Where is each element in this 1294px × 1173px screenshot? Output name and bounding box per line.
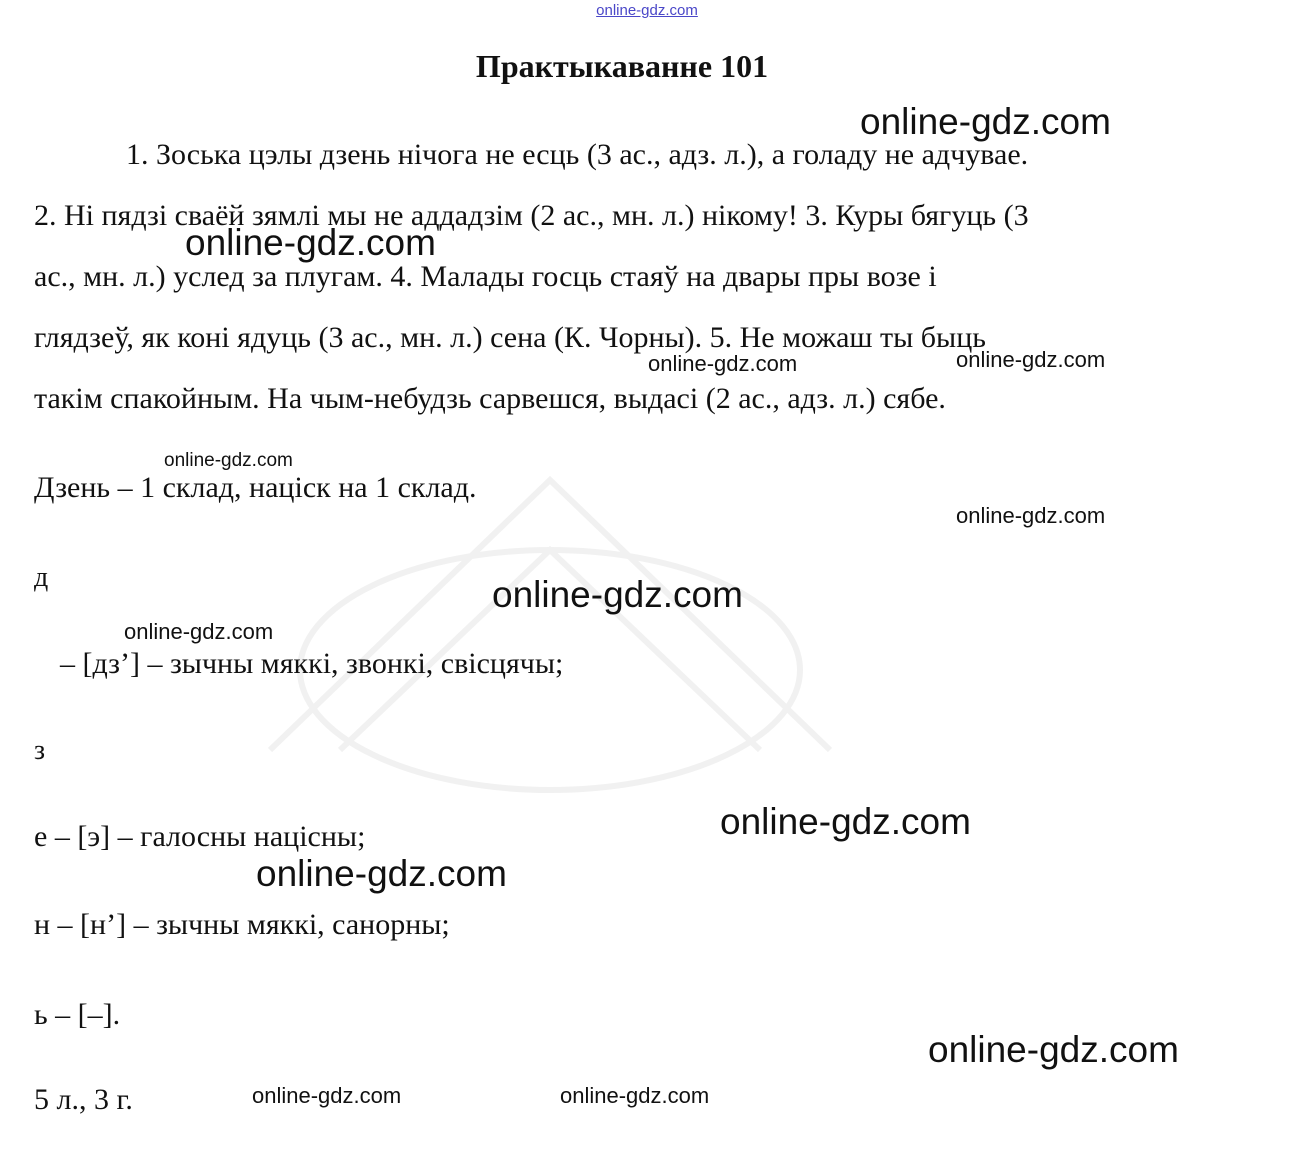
- text-line: ас., мн. л.) услед за плугам. 4. Малады госць стаяў на двары пры возе і: [34, 260, 937, 293]
- watermark-text: online-gdz.com: [928, 1029, 1179, 1070]
- watermark-text: online-gdz.com: [560, 1083, 710, 1108]
- letter-d: д: [34, 562, 49, 593]
- letter-z: з: [34, 735, 46, 766]
- watermark-text: online-gdz.com: [164, 450, 293, 471]
- watermark-text: online-gdz.com: [124, 619, 274, 644]
- text-line: такім спакойным. На чым-небудзь сарвешся, выдасі (2 ас., адз. л.) сябе.: [34, 382, 946, 415]
- watermark-text: online-gdz.com: [256, 853, 507, 894]
- site-link-top[interactable]: online-gdz.com: [596, 2, 698, 19]
- soft-sign-line: ь – [–].: [34, 998, 121, 1031]
- watermark-text: online-gdz.com: [185, 222, 436, 263]
- text-line: 1. Зоська цэлы дзень нічога не есць (3 ас., адз. л.), а голаду не адчувае.: [126, 138, 1029, 171]
- watermark-text: online-gdz.com: [860, 101, 1111, 142]
- letter-n-line: н – [н’] – зычны мяккі, санорны;: [34, 908, 450, 941]
- page-title: Практыкаванне 101: [475, 48, 769, 84]
- watermark-text: online-gdz.com: [492, 574, 743, 615]
- watermark-text: online-gdz.com: [252, 1083, 402, 1108]
- watermark-text: online-gdz.com: [648, 351, 798, 376]
- text-line: 2. Ні пядзі сваёй зямлі мы не аддадзім (2 ас., мн. л.) нікому! 3. Куры бягуць (3: [34, 199, 1029, 232]
- letter-e-line: е – [э] – галосны націсны;: [34, 820, 366, 853]
- watermark-text: online-gdz.com: [720, 801, 971, 842]
- letters-sounds-summary: 5 л., 3 г.: [34, 1083, 133, 1116]
- watermark-text: online-gdz.com: [956, 347, 1106, 372]
- text-line: глядзеў, як коні ядуць (3 ас., мн. л.) сена (К. Чорны). 5. Не можаш ты быць: [34, 321, 986, 354]
- watermark-text: online-gdz.com: [956, 503, 1106, 528]
- syllable-analysis: Дзень – 1 склад, націск на 1 склад.: [34, 471, 477, 504]
- letter-d-description: – [дз’] – зычны мяккі, звонкі, свісцячы;: [60, 647, 564, 680]
- exercise-text: [34, 124, 1224, 429]
